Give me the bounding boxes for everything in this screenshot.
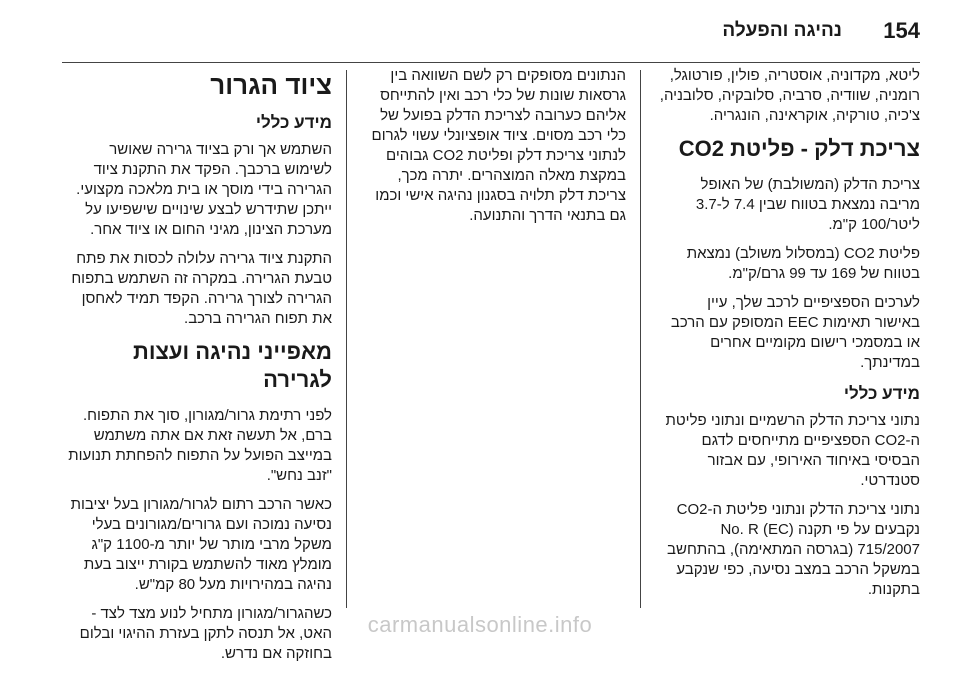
towing-general-heading: מידע כללי [255,113,332,132]
stabiliser-paragraph: כאשר הרכב רתום לגרור/מגורון בעל יציבות נסיעה נמוכה ועם גרורים/מגורונים בעלי משקל מרבי מותר של יותר מ-1100 ק"ג מומלץ מאוד להשתמש בקורת ייצוב בעת נהיגה במהירויות מעל 80 קמ"ש. [70,496,332,593]
regulation-paragraph: נתוני צריכת הדלק ונתוני פליטת ה-CO2 נקבעים על פי תקנה (EC) No. R 715/2007 (בגרסה המתאימה), בהתחשב במשקל הרכב במצב נסיעה, כפי שנקבע בתקנות. [667,501,920,598]
towing-eye-paragraph: התקנת ציוד גרירה עלולה לכסות את פתח טבעת הגרירה. במקרה זה השתמש בתפוח הגרירה לצורך גרירה. הקפד תמיד לאחסן את תפוח הגרירה ברכב. [71,250,332,327]
countries-list: ליטא, מקדוניה, אוסטריה, פולין, פורטוגל, רומניה, שוודיה, סרביה, סלובקיה, סלובניה, צ'כיה, טורקיה, אוקראינה, הונגריה. [659,67,920,124]
sway-paragraph: כשהגרור/מגורון מתחיל לנוע מצד לצד - האט, אל תנסה לתקן בעזרת ההיגוי ובלום בחוזקה אם נדרש. [79,605,332,662]
column-divider-left [346,70,347,608]
official-data-paragraph: נתוני צריכת הדלק הרשמיים ונתוני פליטת ה-CO2 הספציפיים מתייחסים לדגם הבסיסי באיחוד האירופי, עם אבזור סטנדרטי. [665,412,920,489]
co2-emission-paragraph: פליטת CO2 (במסלול משולב) נמצאת בטווח של 169 עד 99 גרם/ק"מ. [686,245,920,282]
column-right [658,66,920,609]
general-info-heading: מידע כללי [843,384,920,403]
towing-approval-paragraph: השתמש אך ורק בציוד גרירה שאושר לשימוש ברכבך. הפקד את התקנת ציוד הגרירה בידי מוסך או בית מלאכה מקצועי. ייתכן שתידרש לבצע שינויים שישפיעו על מערכת הצינון, מגיני החום או ציוד אחר. [76,141,332,238]
column-left [62,66,332,673]
specific-values-paragraph: לערכים הספציפיים לרכב שלך, עיין באישור תאימות EEC המסופק עם הרכב או במסמכי רישום מקומיים אחרים במדינתך. [670,294,920,371]
page-number: 154 [883,18,920,43]
column-divider-right [640,70,641,608]
column-middle [364,66,626,235]
comparison-paragraph: הנתונים מסופקים רק לשם השוואה בין גרסאות שונות של כלי רכב ואין להתייחס אליהם כערובה לצריכת הדלק בפועל של כלי רכב מסוים. ציוד אופציונלי עשוי לגרום לנתוני צריכת דלק ופליטת CO2 גבוהים במקצת מאלה המוצהרים. יתרה מכך, צריכת דלק תלויה בסגנון נהיגה אישי וכמו גם בתנאי הדרך והתנועה. [371,67,626,224]
page-header [0,0,960,60]
running-title: נהיגה והפעלה [722,20,842,41]
driving-characteristics-heading: מאפייני נהיגה ועצות לגרירה [133,339,332,392]
co2-heading: צריכת דלק - פליטת CO2 [678,136,920,161]
towing-equipment-heading: ציוד הגרור [210,70,332,100]
coupling-ball-paragraph: לפני רתימת גרור/מגורון, סוך את התפוח. ברם, אל תעשה זאת אם אתה משתמש במייצב הפועל על התפוח להפחתת תנועות "זנב נחש". [68,407,332,484]
header-rule [62,62,920,63]
watermark: carmanualsonline.info [367,612,593,637]
fuel-consumption-paragraph: צריכת הדלק (המשולבת) של האופל מריבה נמצאת בטווח שבין 7.4 ל-3.7 ליטר/100 ק"מ. [695,176,920,233]
